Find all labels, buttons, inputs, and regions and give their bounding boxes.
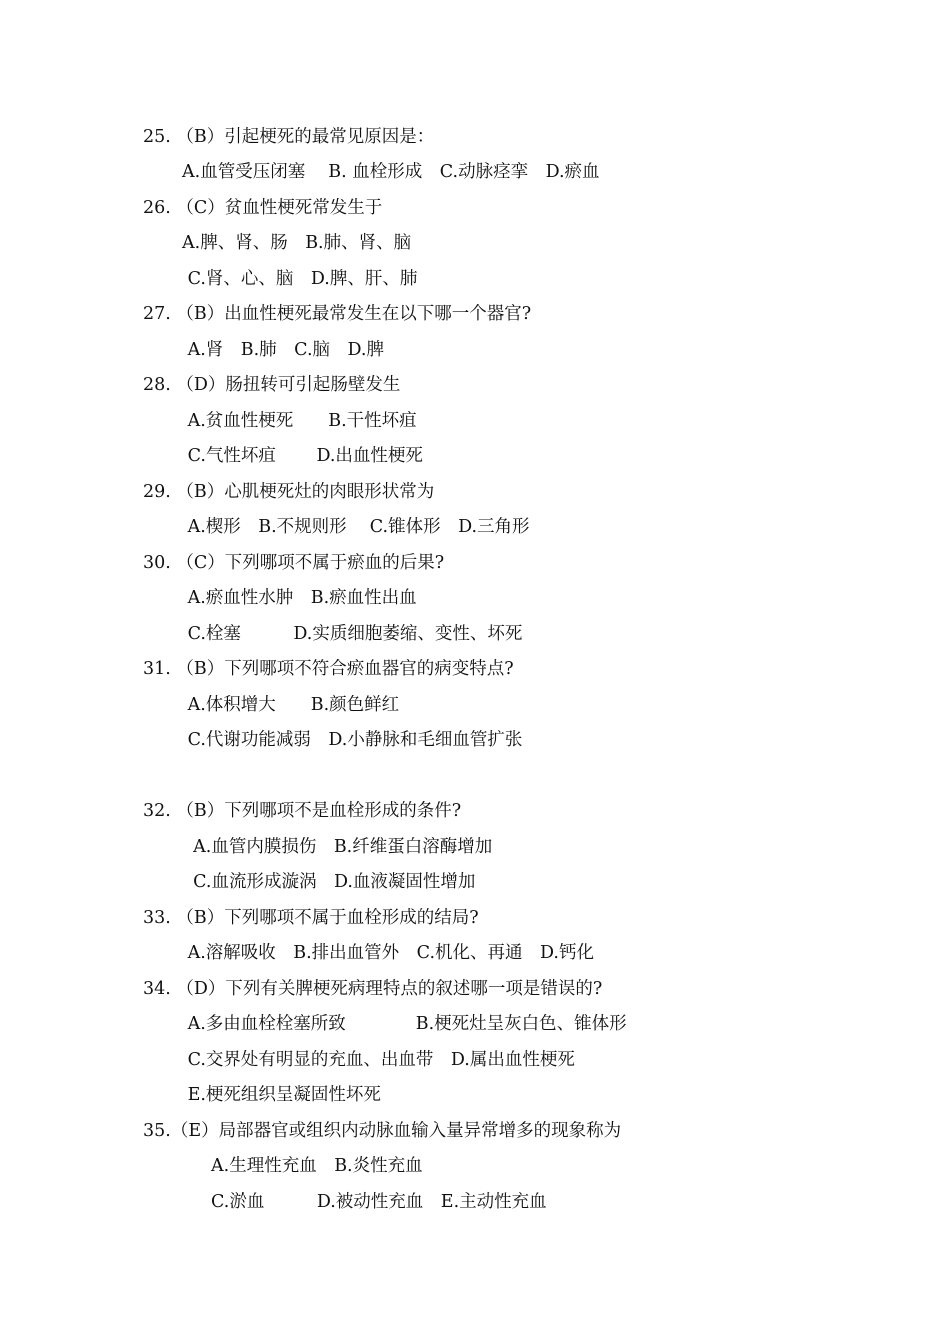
- question-26-stem: 26. （C）贫血性梗死常发生于: [143, 198, 383, 218]
- question-30-options-1: A.瘀血性水肿 B.瘀血性出血: [182, 588, 417, 608]
- question-28-options-1: A.贫血性梗死 B.干性坏疽: [182, 411, 417, 431]
- question-27-stem: 27. （B）出血性梗死最常发生在以下哪一个器官?: [143, 304, 532, 324]
- question-27-options: A.肾 B.肺 C.脑 D.脾: [182, 340, 384, 360]
- question-33-options: A.溶解吸收 B.排出血管外 C.机化、再通 D.钙化: [182, 943, 594, 963]
- question-31-stem: 31. （B）下列哪项不符合瘀血器官的病变特点?: [143, 659, 514, 679]
- question-26-options-1: A.脾、肾、肠 B.肺、肾、脑: [182, 233, 412, 253]
- question-35-options-1: A.生理性充血 B.炎性充血: [211, 1156, 423, 1176]
- question-30-stem: 30. （C）下列哪项不属于瘀血的后果?: [143, 553, 445, 573]
- question-32-options-2: C.血流形成漩涡 D.血液凝固性增加: [182, 872, 476, 892]
- question-34-options-3: E.梗死组织呈凝固性坏死: [182, 1085, 381, 1105]
- question-28-options-2: C.气性坏疽 D.出血性梗死: [182, 446, 423, 466]
- question-35-options-2: C.淤血 D.被动性充血 E.主动性充血: [211, 1192, 547, 1212]
- question-31-options-1: A.体积增大 B.颜色鲜红: [182, 695, 400, 715]
- question-28-stem: 28. （D）肠扭转可引起肠壁发生: [143, 375, 401, 395]
- question-29-stem: 29. （B）心肌梗死灶的肉眼形状常为: [143, 482, 435, 502]
- question-25-stem: 25. （B）引起梗死的最常见原因是：: [143, 127, 435, 147]
- question-33-stem: 33. （B）下列哪项不属于血栓形成的结局?: [143, 908, 479, 928]
- question-31-options-2: C.代谢功能减弱 D.小静脉和毛细血管扩张: [182, 730, 523, 750]
- question-34-stem: 34. （D）下列有关脾梗死病理特点的叙述哪一项是错误的?: [143, 979, 603, 999]
- question-25-options: A.血管受压闭塞 B. 血栓形成 C.动脉痉挛 D.瘀血: [182, 162, 600, 182]
- question-32-options-1: A.血管内膜损伤 B.纤维蛋白溶酶增加: [182, 837, 493, 857]
- question-34-options-2: C.交界处有明显的充血、出血带 D.属出血性梗死: [182, 1050, 575, 1070]
- question-29-options: A.楔形 B.不规则形 C.锥体形 D.三角形: [182, 517, 530, 537]
- question-30-options-2: C.栓塞 D.实质细胞萎缩、变性、坏死: [182, 624, 523, 644]
- question-32-stem: 32. （B）下列哪项不是血栓形成的条件?: [143, 801, 462, 821]
- question-26-options-2: C.肾、心、脑 D.脾、肝、肺: [182, 269, 418, 289]
- question-35-stem: 35.（E）局部器官或组织内动脉血输入量异常增多的现象称为: [143, 1121, 622, 1141]
- question-34-options-1: A.多由血栓栓塞所致 B.梗死灶呈灰白色、锥体形: [182, 1014, 627, 1034]
